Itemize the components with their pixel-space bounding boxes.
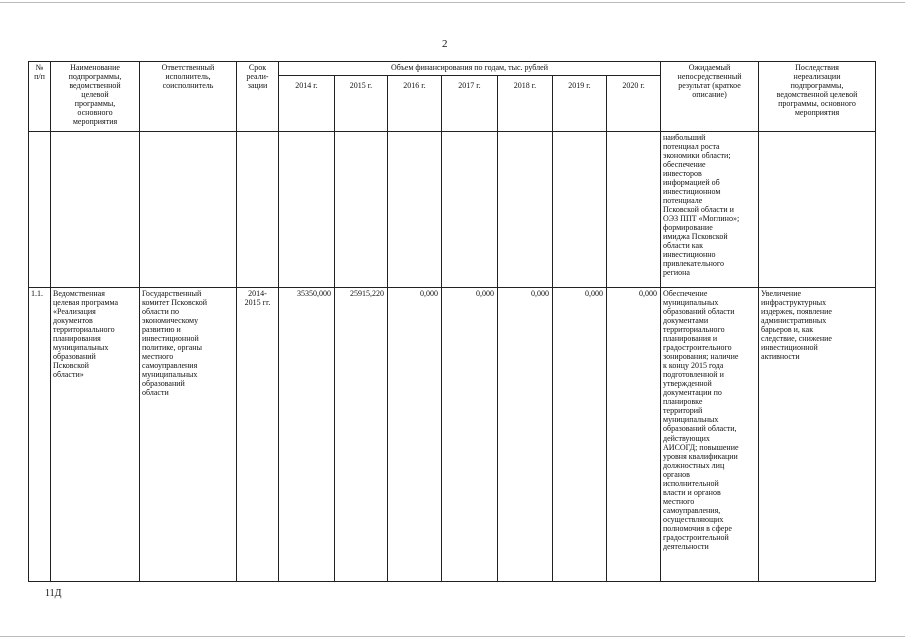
header-year: 2019 г. [553,76,607,132]
row-executor: Государственный комитет Псковской области по экономическому развитию и инвестиционной политике, органы местного самоуправления муниципальных образований области [140,288,237,582]
row-value: 0,000 [388,288,442,582]
header-year: 2016 г. [388,76,442,132]
row-value [279,132,335,288]
row-value: 35350,000 [279,288,335,582]
header-period: Срок реали- зации [237,62,279,132]
row-value [498,132,553,288]
table-row [29,288,876,582]
header-num: № п/п [29,62,51,132]
header-year: 2020 г. [607,76,661,132]
row-value [388,132,442,288]
header-funding: Объем финансирования по годам, тыс. рублей [279,62,661,76]
row-value: 0,000 [553,288,607,582]
program-table [28,61,876,582]
row-num: 1.1. [29,288,51,582]
scan-top-edge [0,2,905,3]
row-value [335,132,388,288]
row-executor [140,132,237,288]
row-value: 25915,220 [335,288,388,582]
row-consequences [759,132,876,288]
header-result: Ожидаемый непосредственный результат (краткое описание) [661,62,759,132]
row-consequences: Увеличение инфраструктурных издержек, появление административных барьеров и, как следствие, снижение инвестиционной активности [759,288,876,582]
row-name: Ведомственная целевая программа «Реализация документов территориального планирования муниципальных образований Псковской области» [51,288,140,582]
header-year: 2018 г. [498,76,553,132]
scan-bottom-edge [0,636,905,637]
row-value [607,132,661,288]
row-name [51,132,140,288]
page-number: 2 [442,38,448,50]
row-result: Обеспечение муниципальных образований области документами территориального планирования и градостроительного зонирования; наличие к концу 2015 года подготовленной и утвержденной документации по планировке территорий муниципальных образований области, действующих АИСОГД; повышение уровня квалификации должностных лиц органов исполнительной власти и органов местного самоуправления, осуществляющих полномочия в сфере градостроительной деятельности [661,288,759,582]
row-num [29,132,51,288]
header-year: 2014 г. [279,76,335,132]
header-executor: Ответственный исполнитель, соисполнитель [140,62,237,132]
header-year: 2017 г. [442,76,498,132]
header-name: Наименование подпрограммы, ведомственной целевой программы, основного мероприятия [51,62,140,132]
header-year: 2015 г. [335,76,388,132]
row-value: 0,000 [607,288,661,582]
row-period: 2014- 2015 гг. [237,288,279,582]
footer-code: 11Д [45,588,62,599]
row-value: 0,000 [442,288,498,582]
row-value [442,132,498,288]
table-row [29,132,876,288]
row-result: наибольший потенциал роста экономики области; обеспечение инвесторов информацией об инвестиционном потенциале Псковской области и ОЭЗ ППТ «Моглино»; формирование имиджа Псковской области как инвестиционно привлекательного региона [661,132,759,288]
row-value: 0,000 [498,288,553,582]
row-value [553,132,607,288]
row-period [237,132,279,288]
header-consequences: Последствия нереализации подпрограммы, ведомственной целевой программы, основного мероприятия [759,62,876,132]
